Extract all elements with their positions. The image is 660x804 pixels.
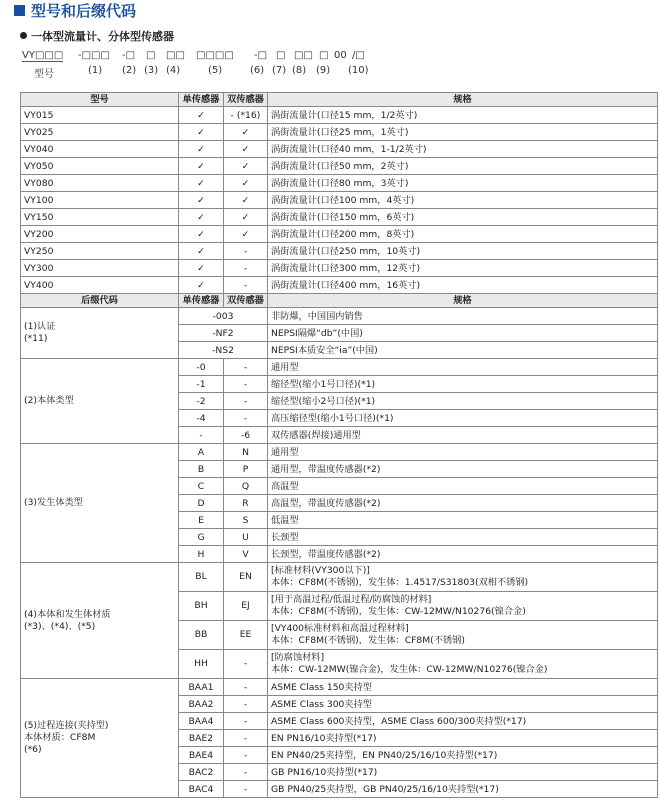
group-label-cell: (1)认证 (*11) xyxy=(21,308,179,359)
table-row xyxy=(21,679,658,696)
dual-sensor-code-cell: - xyxy=(224,764,268,781)
spec-cell: [用于高温过程/低温过程/防腐蚀的材料] 本体：CF8M(不锈钢)，发生体：CW-12MW/N10276(镍合金) xyxy=(268,592,658,621)
code-part: □□□□ xyxy=(196,50,234,61)
dual-sensor-code-cell: EN xyxy=(224,563,268,592)
column-header: 单传感器 xyxy=(179,93,224,107)
single-sensor-code-cell: -0 xyxy=(179,359,224,376)
spec-cell: 长颈型，带温度传感器(*2) xyxy=(268,546,658,563)
single-sensor-code-cell: BAA1 xyxy=(179,679,224,696)
model-code-cell: VY100 xyxy=(21,192,179,209)
sensor-cell: ✓ xyxy=(224,175,268,192)
sensor-cell: ✓ xyxy=(179,175,224,192)
code-label: (10) xyxy=(348,65,369,76)
dual-sensor-code-cell: - xyxy=(224,650,268,679)
subsection-heading-text: 一体型流量计、分体型传感器 xyxy=(31,30,174,43)
model-code-cell: VY250 xyxy=(21,243,179,260)
dual-sensor-code-cell: S xyxy=(224,512,268,529)
spec-cell: 非防爆，中国国内销售 xyxy=(268,308,658,325)
model-code-cell: VY080 xyxy=(21,175,179,192)
dual-sensor-code-cell: -6 xyxy=(224,427,268,444)
spec-cell: 涡街流量计(口径80 mm，3英寸) xyxy=(268,175,658,192)
table-row xyxy=(21,243,658,260)
spec-cell: EN PN16/10夹持型(*17) xyxy=(268,730,658,747)
dual-sensor-code-cell: U xyxy=(224,529,268,546)
code-label: (5) xyxy=(208,65,223,76)
sensor-cell: ✓ xyxy=(179,124,224,141)
dual-sensor-code-cell: V xyxy=(224,546,268,563)
suffix-code-cell: -003 xyxy=(179,308,268,325)
spec-cell: 长颈型 xyxy=(268,529,658,546)
spec-cell: 涡街流量计(口径40 mm，1-1/2英寸) xyxy=(268,141,658,158)
sensor-cell: - xyxy=(224,243,268,260)
table-row xyxy=(21,107,658,124)
sensor-cell: ✓ xyxy=(224,158,268,175)
sensor-cell: ✓ xyxy=(179,192,224,209)
group-label-cell: (2)本体类型 xyxy=(21,359,179,444)
code-part: □ xyxy=(146,50,156,61)
dual-sensor-code-cell: - xyxy=(224,410,268,427)
table-row xyxy=(21,141,658,158)
spec-cell: 涡街流量计(口径50 mm，2英寸) xyxy=(268,158,658,175)
code-label: (9) xyxy=(316,65,331,76)
model-code-cell: VY400 xyxy=(21,277,179,294)
code-part: -□ xyxy=(122,50,136,61)
spec-cell: EN PN40/25夹持型，EN PN40/25/16/10夹持型(*17) xyxy=(268,747,658,764)
model-code-cell: VY050 xyxy=(21,158,179,175)
sensor-cell: - xyxy=(224,277,268,294)
sensor-cell: ✓ xyxy=(224,209,268,226)
spec-table xyxy=(20,92,658,798)
dual-sensor-code-cell: R xyxy=(224,495,268,512)
spec-cell: 缩径型(缩小1号口径)(*1) xyxy=(268,376,658,393)
code-label: (1) xyxy=(88,65,103,76)
code-label: (2) xyxy=(122,65,137,76)
single-sensor-code-cell: BAA4 xyxy=(179,713,224,730)
spec-cell: 涡街流量计(口径150 mm，6英寸) xyxy=(268,209,658,226)
single-sensor-code-cell: -1 xyxy=(179,376,224,393)
spec-cell: [VY400标准材料和高温过程材料] 本体：CF8M(不锈钢)，发生体：CF8M(不锈钢) xyxy=(268,621,658,650)
suffix-code-cell: -NF2 xyxy=(179,325,268,342)
code-part: /□ xyxy=(352,50,365,61)
dot-bullet-icon xyxy=(20,32,27,39)
single-sensor-code-cell: C xyxy=(179,478,224,495)
table-row xyxy=(21,158,658,175)
square-bullet-icon xyxy=(14,5,25,16)
spec-cell: NEPSI本质安全“ia”(中国) xyxy=(268,342,658,359)
sensor-cell: ✓ xyxy=(179,158,224,175)
single-sensor-code-cell: -2 xyxy=(179,393,224,410)
table-header-row xyxy=(21,93,658,107)
group-label-cell: (5)过程连接(夹持型) 本体材质：CF8M (*6) xyxy=(21,679,179,798)
model-code-cell: VY300 xyxy=(21,260,179,277)
single-sensor-code-cell: - xyxy=(179,427,224,444)
code-part: -□ xyxy=(254,50,268,61)
table-row xyxy=(21,209,658,226)
code-part: □□ xyxy=(294,50,313,61)
code-label: 型号 xyxy=(34,69,54,80)
code-label: (8) xyxy=(292,65,307,76)
sensor-cell: ✓ xyxy=(179,226,224,243)
spec-cell: 涡街流量计(口径25 mm，1英寸) xyxy=(268,124,658,141)
table-row xyxy=(21,226,658,243)
single-sensor-code-cell: H xyxy=(179,546,224,563)
model-code-line xyxy=(22,50,382,82)
table-row xyxy=(21,563,658,592)
section-heading xyxy=(14,0,136,21)
code-label: (4) xyxy=(166,65,181,76)
dual-sensor-code-cell: N xyxy=(224,444,268,461)
dual-sensor-code-cell: - xyxy=(224,781,268,798)
sensor-cell: ✓ xyxy=(224,226,268,243)
table-row xyxy=(21,277,658,294)
single-sensor-code-cell: BAA2 xyxy=(179,696,224,713)
column-header: 规格 xyxy=(268,93,658,107)
model-code-cell: VY040 xyxy=(21,141,179,158)
sensor-cell: ✓ xyxy=(179,107,224,124)
column-header: 双传感器 xyxy=(224,93,268,107)
single-sensor-code-cell: BAC4 xyxy=(179,781,224,798)
spec-cell: 双传感器(焊接)通用型 xyxy=(268,427,658,444)
spec-cell: 通用型 xyxy=(268,444,658,461)
subsection-heading xyxy=(20,28,174,44)
single-sensor-code-cell: A xyxy=(179,444,224,461)
table-row xyxy=(21,260,658,277)
spec-cell: 涡街流量计(口径300 mm，12英寸) xyxy=(268,260,658,277)
dual-sensor-code-cell: - xyxy=(224,713,268,730)
spec-cell: 低温型 xyxy=(268,512,658,529)
dual-sensor-code-cell: - xyxy=(224,393,268,410)
sensor-cell: ✓ xyxy=(179,260,224,277)
dual-sensor-code-cell: P xyxy=(224,461,268,478)
spec-cell: 涡街流量计(口径100 mm，4英寸) xyxy=(268,192,658,209)
sensor-cell: ✓ xyxy=(224,192,268,209)
code-label: (6) xyxy=(250,65,265,76)
code-part: □ xyxy=(319,50,329,61)
model-code-cell: VY015 xyxy=(21,107,179,124)
spec-cell: 通用型，带温度传感器(*2) xyxy=(268,461,658,478)
dual-sensor-code-cell: - xyxy=(224,359,268,376)
model-code-cell: VY200 xyxy=(21,226,179,243)
spec-cell: 涡街流量计(口径250 mm，10英寸) xyxy=(268,243,658,260)
single-sensor-code-cell: B xyxy=(179,461,224,478)
spec-cell: 高压缩径型(缩小1号口径)(*1) xyxy=(268,410,658,427)
single-sensor-code-cell: E xyxy=(179,512,224,529)
column-header: 双传感器 xyxy=(224,294,268,308)
column-header: 规格 xyxy=(268,294,658,308)
code-part: □ xyxy=(276,50,286,61)
table-row xyxy=(21,192,658,209)
spec-cell: NEPSI隔爆“db”(中国) xyxy=(268,325,658,342)
single-sensor-code-cell: BH xyxy=(179,592,224,621)
sensor-cell: ✓ xyxy=(224,141,268,158)
spec-cell: [防腐蚀材料] 本体：CW-12MW(镍合金)，发生体：CW-12MW/N10276(镍合金) xyxy=(268,650,658,679)
code-prefix: VY□□□ xyxy=(22,50,64,61)
section-heading-text: 型号和后缀代码 xyxy=(31,2,137,20)
dual-sensor-code-cell: - xyxy=(224,696,268,713)
dual-sensor-code-cell: - xyxy=(224,679,268,696)
code-part: -□□□ xyxy=(78,50,110,61)
model-code-cell: VY025 xyxy=(21,124,179,141)
spec-cell: ASME Class 600夹持型，ASME Class 600/300夹持型(*17) xyxy=(268,713,658,730)
spec-cell: 高温型 xyxy=(268,478,658,495)
spec-cell: ASME Class 150夹持型 xyxy=(268,679,658,696)
code-part: 00 xyxy=(334,50,347,61)
spec-cell: ASME Class 300夹持型 xyxy=(268,696,658,713)
single-sensor-code-cell: BAE4 xyxy=(179,747,224,764)
sensor-cell: ✓ xyxy=(224,124,268,141)
table-row xyxy=(21,359,658,376)
spec-cell: GB PN16/10夹持型(*17) xyxy=(268,764,658,781)
column-header: 后缀代码 xyxy=(21,294,179,308)
dual-sensor-code-cell: - xyxy=(224,730,268,747)
single-sensor-code-cell: D xyxy=(179,495,224,512)
sensor-cell: - xyxy=(224,260,268,277)
table-row xyxy=(21,444,658,461)
dual-sensor-code-cell: Q xyxy=(224,478,268,495)
spec-cell: [标准材料(VY300以下)] 本体：CF8M(不锈钢)，发生体：1.4517/S31803(双相不锈钢) xyxy=(268,563,658,592)
spec-cell: 涡街流量计(口径400 mm，16英寸) xyxy=(268,277,658,294)
table-row xyxy=(21,175,658,192)
group-label-cell: (3)发生体类型 xyxy=(21,444,179,563)
sensor-cell: ✓ xyxy=(179,141,224,158)
spec-cell: 缩径型(缩小2号口径)(*1) xyxy=(268,393,658,410)
table-row xyxy=(21,308,658,325)
code-part: □□ xyxy=(166,50,185,61)
column-header: 单传感器 xyxy=(179,294,224,308)
sensor-cell: - (*16) xyxy=(224,107,268,124)
code-label: (3) xyxy=(144,65,159,76)
dual-sensor-code-cell: EE xyxy=(224,621,268,650)
spec-cell: GB PN40/25夹持型，GB PN40/25/16/10夹持型(*17) xyxy=(268,781,658,798)
spec-cell: 涡街流量计(口径200 mm，8英寸) xyxy=(268,226,658,243)
dual-sensor-code-cell: - xyxy=(224,376,268,393)
single-sensor-code-cell: HH xyxy=(179,650,224,679)
model-code-cell: VY150 xyxy=(21,209,179,226)
column-header: 型号 xyxy=(21,93,179,107)
dual-sensor-code-cell: - xyxy=(224,747,268,764)
spec-cell: 高温型，带温度传感器(*2) xyxy=(268,495,658,512)
sensor-cell: ✓ xyxy=(179,277,224,294)
single-sensor-code-cell: -4 xyxy=(179,410,224,427)
spec-cell: 涡街流量计(口径15 mm，1/2英寸) xyxy=(268,107,658,124)
single-sensor-code-cell: BAE2 xyxy=(179,730,224,747)
single-sensor-code-cell: BB xyxy=(179,621,224,650)
single-sensor-code-cell: BAC2 xyxy=(179,764,224,781)
code-label: (7) xyxy=(272,65,287,76)
single-sensor-code-cell: BL xyxy=(179,563,224,592)
table-header-row xyxy=(21,294,658,308)
sensor-cell: ✓ xyxy=(179,209,224,226)
suffix-code-cell: -NS2 xyxy=(179,342,268,359)
table-row xyxy=(21,124,658,141)
group-label-cell: (4)本体和发生体材质 (*3)、(*4)、(*5) xyxy=(21,563,179,679)
single-sensor-code-cell: G xyxy=(179,529,224,546)
dual-sensor-code-cell: EJ xyxy=(224,592,268,621)
spec-cell: 通用型 xyxy=(268,359,658,376)
sensor-cell: ✓ xyxy=(179,243,224,260)
